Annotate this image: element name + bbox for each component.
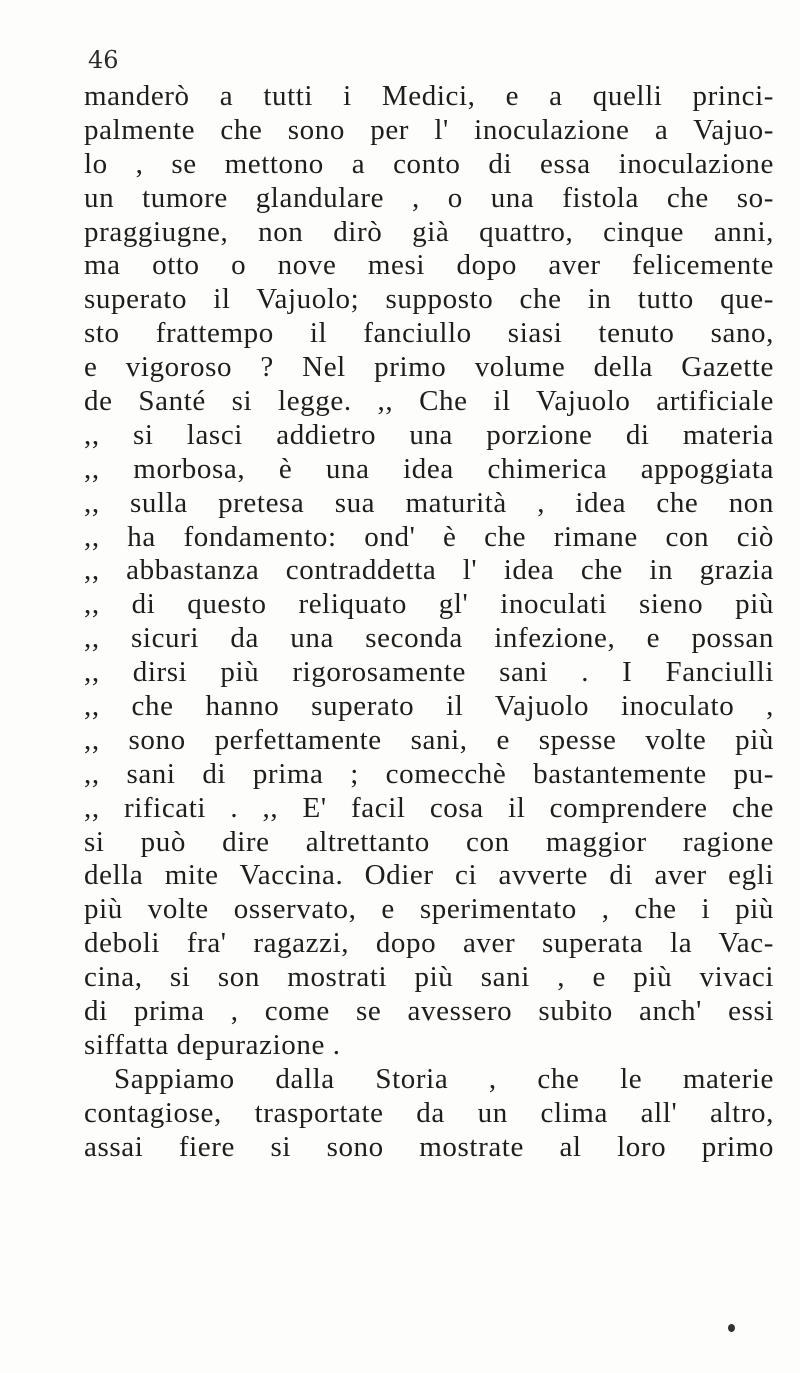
text-line: ma otto o nove mesi dopo aver felicemente bbox=[84, 249, 774, 282]
text-line: contagiose, trasportate da un clima all' altro, bbox=[84, 1096, 774, 1129]
text-line: ,, sono perfettamente sani, e spesse volte più bbox=[84, 723, 774, 756]
text-line: sto frattempo il fanciullo siasi tenuto sano, bbox=[84, 317, 774, 350]
text-line: assai fiere si sono mostrate al loro primo bbox=[84, 1130, 774, 1163]
text-line: praggiugne, non dirò già quattro, cinque anni, bbox=[84, 215, 774, 248]
body-text bbox=[84, 80, 774, 1165]
text-line: ,, che hanno superato il Vajuolo inoculato , bbox=[84, 690, 774, 723]
text-line: siffatta depurazione . bbox=[84, 1028, 341, 1061]
ink-spot bbox=[728, 1324, 735, 1332]
text-line: e vigoroso ? Nel primo volume della Gazette bbox=[84, 351, 774, 384]
text-line: deboli fra' ragazzi, dopo aver superata la Vac- bbox=[84, 927, 774, 960]
text-line: ,, abbastanza contraddetta l' idea che in grazia bbox=[84, 554, 774, 587]
text-line: ,, sulla pretesa sua maturità , idea che non bbox=[84, 486, 774, 519]
text-line: più volte osservato, e sperimentato , che i più bbox=[84, 893, 774, 926]
text-line: Sappiamo dalla Storia , che le materie bbox=[114, 1062, 774, 1095]
text-line: superato il Vajuolo; supposto che in tutto que- bbox=[84, 283, 774, 316]
text-line: de Santé si legge. ,, Che il Vajuolo artificiale bbox=[84, 385, 774, 418]
text-line: cina, si son mostrati più sani , e più vivaci bbox=[84, 961, 774, 994]
text-line: si può dire altrettanto con maggior ragione bbox=[84, 825, 774, 858]
text-line: ,, ha fondamento: ond' è che rimane con ciò bbox=[84, 520, 774, 553]
page-number: 46 bbox=[88, 46, 119, 74]
text-line: di prima , come se avessero subito anch' essi bbox=[84, 995, 774, 1028]
text-line: ,, dirsi più rigorosamente sani . I Fanciulli bbox=[84, 656, 774, 689]
text-line: ,, morbosa, è una idea chimerica appoggiata bbox=[84, 452, 774, 485]
text-line: ,, rificati . ,, E' facil cosa il comprendere che bbox=[84, 791, 774, 824]
text-line: ,, sani di prima ; comecchè bastantemente pu- bbox=[84, 757, 774, 790]
text-line: manderò a tutti i Medici, e a quelli princi- bbox=[84, 80, 774, 112]
text-line: ,, si lasci addietro una porzione di materia bbox=[84, 418, 774, 451]
text-line: ,, di questo reliquato gl' inoculati sieno più bbox=[84, 588, 774, 621]
text-line: palmente che sono per l' inoculazione a Vajuo- bbox=[84, 113, 774, 146]
text-line: un tumore glandulare , o una fistola che so- bbox=[84, 181, 774, 214]
text-line: lo , se mettono a conto di essa inoculazione bbox=[84, 147, 774, 180]
text-line: della mite Vaccina. Odier ci avverte di aver egli bbox=[84, 859, 774, 892]
text-line: ,, sicuri da una seconda infezione, e possan bbox=[84, 622, 774, 655]
